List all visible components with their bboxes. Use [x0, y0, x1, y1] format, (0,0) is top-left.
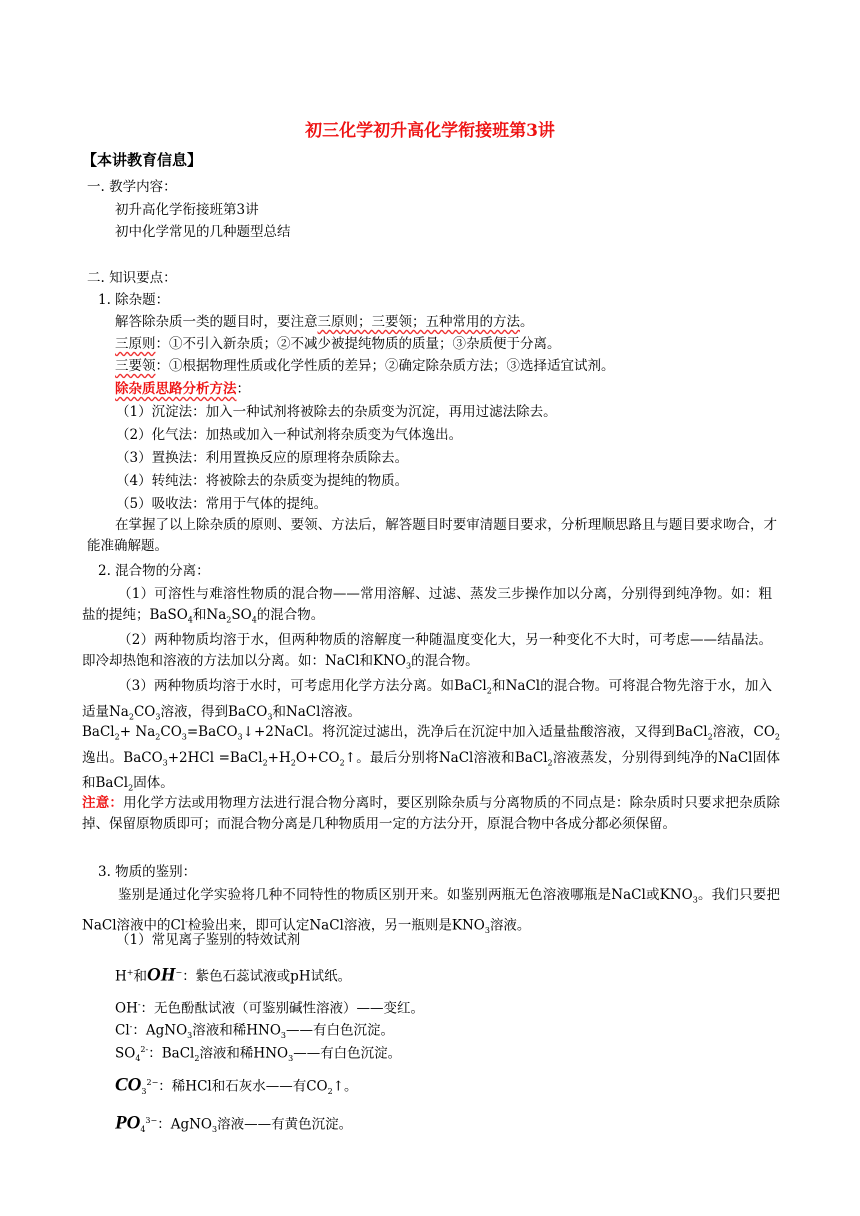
ion-h-oh: H+和OH−：紫色石蕊试液或pH试纸。	[115, 964, 352, 986]
separation-method-2: （2）两种物质均溶于水，但两种物质的溶解度一种随温度变化大，另一种变化不大时，可考虑——结晶法。即冷却热饱和溶液的方法加以分离。如：NaCl和$KNO_3$的混合物。	[82, 632, 772, 671]
ion-po4: $PO_4^{3-}$：AgNO$_3$溶液——有黄色沉淀。	[115, 1112, 353, 1135]
note-paragraph	[82, 793, 780, 835]
info-header: 【本讲教育信息】	[82, 151, 203, 169]
method-item: （1）沉淀法：加入一种试剂将被除去的杂质变为沉淀，再用过滤法除去。	[116, 404, 557, 420]
principles-text: ：①不引入新杂质；②不减少被提纯物质的质量；③杂质便于分离。	[155, 336, 561, 352]
page-title: 初三化学初升高化学衔接班第3讲	[305, 121, 555, 141]
reaction-equations: BaCl$_2$+ $Na_2CO_3=BaCO_3↓+2NaCl$。将沉淀过滤出，洗净后在沉淀中加入适量盐酸溶液，又得到BaCl$_2$溶液，$CO_2$逸出。BaCO$_3$+2HCl $=BaCl_2+H_2O+CO_2↑$。最后分别将NaCl溶液和BaCl$_2$溶液蒸发，分别得到纯净的NaCl固体和BaCl$_2$固体。	[82, 724, 781, 794]
part-1-heading: 1. 除杂题：	[98, 292, 170, 308]
ion-co3: $CO_3^{2-}$：稀HCl和石灰水——有$CO_2↑$。	[115, 1074, 358, 1097]
section-1-line-2: 初中化学常见的几种题型总结	[115, 224, 291, 240]
ion-oh: OH-：无色酚酞试液（可鉴别碱性溶液）——变红。	[115, 1000, 425, 1017]
method-heading	[115, 379, 250, 399]
intro-end: 。	[520, 314, 534, 330]
method-label: 除杂质思路分析方法	[115, 381, 237, 397]
part-1-intro	[115, 312, 534, 332]
method-colon: ：	[236, 381, 250, 397]
ion-reagents-heading: （1）常见离子鉴别的特效试剂	[116, 932, 301, 948]
essentials-label: 三要领	[115, 358, 156, 374]
section-2-heading: 二. 知识要点：	[87, 270, 177, 286]
ion-so4: $SO_4^{2-}$：BaCl$_2$溶液和稀$HNO_3——$有白色沉淀。	[115, 1045, 402, 1064]
note-text: 用化学方法或用物理方法进行混合物分离时，要区别除杂质与分离物质的不同点是：除杂质时只要求把杂质除掉、保留原物质即可；而混合物分离是几种物质用一定的方法分开，原混合物中各成分都必须保留。	[82, 795, 781, 832]
note-label: 注意：	[82, 795, 124, 811]
identification-intro: 鉴别是通过化学实验将几种不同特性的物质区别开来。如鉴别两瓶无色溶液哪瓶是NaCl或$KNO_3$。我们只要把NaCl溶液中的Cl-检验出来，即可认定NaCl溶液，另一瓶则是$KNO_3$溶液。	[82, 887, 780, 935]
separation-method-3: （3）两种物质均溶于水时，可考虑用化学方法分离。如BaCl$_2$和NaCl的混合物。可将混合物先溶于水，加入适量$Na_2CO_3$溶液，得到BaCO$_3$和NaCl溶液。	[82, 678, 772, 722]
principles-label: 三原则	[115, 336, 156, 352]
principles-line	[115, 334, 561, 354]
essentials-line	[115, 356, 615, 376]
method-item: （5）吸收法：常用于气体的提纯。	[116, 496, 328, 512]
method-item: （2）化气法：加热或加入一种试剂将杂质变为气体逸出。	[116, 427, 463, 443]
part-3-heading: 3. 物质的鉴别：	[98, 864, 197, 880]
separation-method-1: （1）可溶性与难溶性物质的混合物——常用溶解、过滤、蒸发三步操作加以分离，分别得到纯净物。如：粗盐的提纯；BaSO$_4$和$Na_2SO_4$的混合物。	[82, 586, 772, 625]
ion-cl: Cl-：AgNO$_3$溶液和稀$HNO_3——$有白色沉淀。	[115, 1022, 394, 1041]
intro-marked-text: 三原则；三要领；五种常用的方法	[317, 314, 520, 330]
section-1-heading: 一. 教学内容：	[87, 179, 177, 195]
part-2-heading: 2. 混合物的分离：	[98, 563, 210, 579]
essentials-text: ：①根据物理性质或化学性质的差异；②确定除杂质方法；③选择适宜试剂。	[155, 358, 615, 374]
method-item: （4）转纯法：将被除去的杂质变为提纯的物质。	[116, 473, 409, 489]
section-1-line-1: 初升高化学衔接班第3讲	[115, 202, 259, 218]
part-1-summary: 在掌握了以上除杂质的原则、要领、方法后，解答题目时要审清题目要求，分析理顺思路且与题目要求吻合，才能准确解题。	[87, 517, 777, 554]
method-item: （3）置换法：利用置换反应的原理将杂质除去。	[116, 450, 409, 466]
intro-text: 解答除杂质一类的题目时，要注意	[115, 314, 318, 330]
